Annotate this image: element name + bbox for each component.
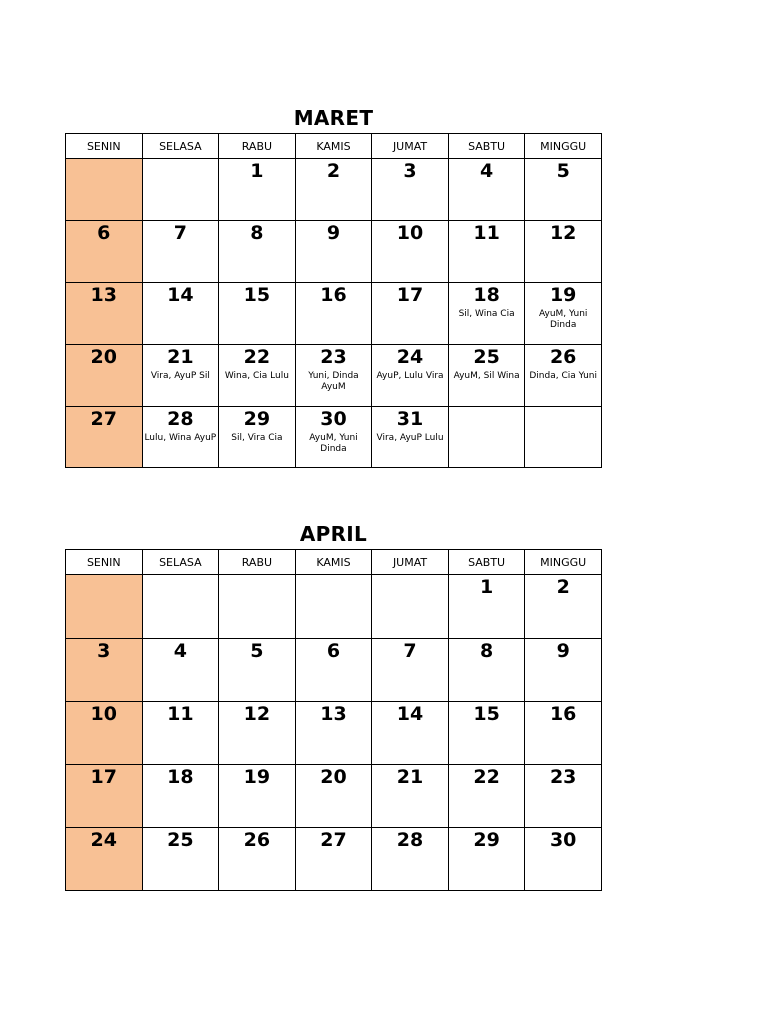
calendar-day-cell — [142, 159, 219, 221]
day-number: 17 — [396, 284, 424, 306]
calendar-day-cell — [66, 221, 143, 283]
day-note: AyuM, Sil Wina — [453, 371, 520, 381]
calendar-day-cell — [142, 765, 219, 828]
day-number: 22 — [243, 346, 271, 368]
weekday-header: RABU — [219, 550, 296, 575]
calendar-day-cell — [372, 639, 449, 702]
calendar-day-cell — [66, 702, 143, 765]
day-number: 21 — [396, 766, 424, 788]
day-number: 15 — [473, 703, 500, 725]
day-number: 23 — [549, 766, 577, 788]
day-number: 5 — [250, 640, 264, 662]
calendar-day-cell — [372, 221, 449, 283]
day-number: 25 — [473, 346, 500, 368]
calendar-day-cell — [525, 702, 602, 765]
day-note: Sil, Vira Cia — [231, 433, 283, 443]
calendar-day-cell — [525, 575, 602, 639]
calendar-day-cell — [219, 575, 296, 639]
day-number: 13 — [90, 284, 117, 306]
day-number: 28 — [167, 408, 194, 430]
month-title-maret: MARET — [293, 106, 374, 130]
day-number: 26 — [243, 829, 271, 851]
day-number: 18 — [473, 284, 500, 306]
day-note: Sil, Wina Cia — [458, 309, 515, 319]
calendar-day-cell — [142, 828, 219, 891]
calendar-day-cell — [219, 407, 296, 468]
calendar-day-cell — [448, 828, 525, 891]
day-number: 16 — [320, 284, 347, 306]
calendar-day-cell — [372, 283, 449, 345]
day-number: 29 — [243, 408, 271, 430]
calendar-day-cell — [219, 221, 296, 283]
calendar-day-cell — [142, 345, 219, 407]
day-note: Wina, Cia Lulu — [224, 371, 289, 381]
day-number — [143, 159, 219, 161]
calendar-day-cell — [295, 765, 372, 828]
calendar-day-cell — [525, 828, 602, 891]
day-number: 7 — [403, 640, 417, 662]
calendar-day-cell — [66, 159, 143, 221]
calendar-day-cell — [448, 639, 525, 702]
calendar-day-cell — [372, 828, 449, 891]
calendar-day-cell — [142, 702, 219, 765]
calendar-day-cell — [295, 407, 372, 468]
day-number: 19 — [549, 284, 577, 306]
day-number: 20 — [320, 766, 347, 788]
day-number: 16 — [549, 703, 577, 725]
calendar-day-cell — [142, 407, 219, 468]
day-number: 14 — [396, 703, 424, 725]
day-note: AyuM, Yuni Dinda — [538, 309, 588, 330]
day-number: 9 — [326, 222, 341, 244]
day-note: Vira, AyuP Sil — [150, 371, 210, 381]
calendar-day-cell — [525, 283, 602, 345]
calendar-day-cell — [219, 702, 296, 765]
day-number: 12 — [243, 703, 271, 725]
calendar-day-cell — [295, 221, 372, 283]
calendar-day-cell — [295, 575, 372, 639]
day-number: 6 — [326, 640, 341, 662]
weekday-header-row — [66, 550, 602, 575]
day-number — [525, 407, 601, 409]
day-number: 25 — [167, 829, 194, 851]
calendar-day-cell — [448, 407, 525, 468]
calendar-day-cell — [372, 407, 449, 468]
calendar-body — [66, 159, 602, 468]
day-number: 14 — [167, 284, 194, 306]
calendar-day-cell — [525, 765, 602, 828]
calendar-day-cell — [295, 639, 372, 702]
calendar-day-cell — [142, 221, 219, 283]
calendar-day-cell — [525, 345, 602, 407]
calendar-day-cell — [295, 159, 372, 221]
calendar-day-cell — [66, 575, 143, 639]
month-title-april: APRIL — [299, 522, 368, 546]
day-number — [219, 575, 295, 577]
calendar-day-cell — [219, 828, 296, 891]
calendar-week-row — [66, 765, 602, 828]
calendar-week-row — [66, 407, 602, 468]
day-number — [296, 575, 372, 577]
day-number — [143, 575, 219, 577]
day-number: 3 — [403, 160, 417, 182]
weekday-header: JUMAT — [372, 550, 449, 575]
calendar-day-cell — [295, 828, 372, 891]
weekday-header: SABTU — [448, 550, 525, 575]
weekday-header: SENIN — [66, 134, 143, 159]
weekday-header: MINGGU — [525, 550, 602, 575]
calendar-day-cell — [295, 702, 372, 765]
day-number: 7 — [173, 222, 187, 244]
weekday-header: MINGGU — [525, 134, 602, 159]
day-number: 5 — [556, 160, 570, 182]
calendar-day-cell — [448, 702, 525, 765]
calendar-day-cell — [66, 345, 143, 407]
calendar-day-cell — [372, 159, 449, 221]
day-number — [372, 575, 448, 577]
day-number: 6 — [97, 222, 111, 244]
day-number: 20 — [90, 346, 117, 368]
day-number: 10 — [396, 222, 424, 244]
calendar-day-cell — [372, 702, 449, 765]
weekday-header: KAMIS — [295, 550, 372, 575]
day-number: 23 — [320, 346, 347, 368]
day-number: 17 — [90, 766, 117, 788]
calendar-week-row — [66, 221, 602, 283]
calendar-week-row — [66, 159, 602, 221]
calendar-day-cell — [372, 345, 449, 407]
calendar-body — [66, 575, 602, 891]
day-number: 24 — [396, 346, 424, 368]
day-number: 30 — [320, 408, 347, 430]
calendar-day-cell — [219, 283, 296, 345]
day-note: Dinda, Cia Yuni — [529, 371, 597, 381]
calendar-day-cell — [448, 765, 525, 828]
calendar-day-cell — [448, 159, 525, 221]
day-number: 27 — [320, 829, 347, 851]
calendar-day-cell — [142, 639, 219, 702]
calendar-day-cell — [525, 159, 602, 221]
calendar-day-cell — [66, 765, 143, 828]
day-number: 11 — [167, 703, 194, 725]
day-note: Yuni, Dinda AyuM — [308, 371, 359, 392]
day-number: 8 — [479, 640, 494, 662]
calendar-week-row — [66, 283, 602, 345]
day-number — [66, 159, 142, 161]
calendar-day-cell — [219, 159, 296, 221]
day-number: 24 — [90, 829, 117, 851]
calendar-day-cell — [295, 283, 372, 345]
day-number: 2 — [556, 576, 570, 598]
calendar-week-row — [66, 639, 602, 702]
calendar-day-cell — [372, 765, 449, 828]
day-note: AyuP, Lulu Vira — [376, 371, 444, 381]
weekday-header: SABTU — [448, 134, 525, 159]
day-number: 18 — [167, 766, 194, 788]
calendar-day-cell — [525, 639, 602, 702]
calendar-day-cell — [448, 283, 525, 345]
calendar-day-cell — [66, 283, 143, 345]
day-number: 26 — [549, 346, 577, 368]
day-number — [66, 575, 142, 577]
day-number: 10 — [90, 703, 117, 725]
calendar-day-cell — [219, 765, 296, 828]
day-number: 2 — [326, 160, 341, 182]
calendar-week-row — [66, 828, 602, 891]
weekday-header-row — [66, 134, 602, 159]
calendar-day-cell — [66, 639, 143, 702]
day-number: 9 — [556, 640, 570, 662]
day-number: 1 — [479, 576, 494, 598]
calendar-day-cell — [66, 828, 143, 891]
weekday-header: SENIN — [66, 550, 143, 575]
calendar-april — [65, 549, 602, 891]
day-number: 31 — [396, 408, 424, 430]
day-number: 19 — [243, 766, 271, 788]
day-number: 28 — [396, 829, 424, 851]
calendar-day-cell — [295, 345, 372, 407]
weekday-header: KAMIS — [295, 134, 372, 159]
calendar-day-cell — [525, 407, 602, 468]
calendar-day-cell — [448, 575, 525, 639]
day-number: 1 — [250, 160, 264, 182]
day-number: 30 — [549, 829, 577, 851]
day-number: 22 — [473, 766, 500, 788]
weekday-header: SELASA — [142, 134, 219, 159]
day-number: 29 — [473, 829, 500, 851]
calendar-week-row — [66, 345, 602, 407]
day-number: 15 — [243, 284, 271, 306]
day-number: 27 — [90, 408, 117, 430]
weekday-header: JUMAT — [372, 134, 449, 159]
calendar-day-cell — [66, 407, 143, 468]
calendar-day-cell — [142, 283, 219, 345]
calendar-day-cell — [219, 639, 296, 702]
weekday-header: RABU — [219, 134, 296, 159]
calendar-week-row — [66, 575, 602, 639]
calendar-day-cell — [448, 221, 525, 283]
day-note: Lulu, Wina AyuP — [144, 433, 217, 443]
day-number: 8 — [250, 222, 264, 244]
day-note: Vira, AyuP Lulu — [376, 433, 444, 443]
day-number: 21 — [167, 346, 194, 368]
calendar-day-cell — [448, 345, 525, 407]
weekday-header: SELASA — [142, 550, 219, 575]
calendar-day-cell — [142, 575, 219, 639]
day-number: 12 — [549, 222, 577, 244]
day-number: 4 — [479, 160, 494, 182]
day-number: 4 — [173, 640, 187, 662]
day-number — [449, 407, 525, 409]
day-number: 3 — [97, 640, 111, 662]
calendar-day-cell — [525, 221, 602, 283]
calendar-maret — [65, 133, 602, 468]
day-note: AyuM, Yuni Dinda — [309, 433, 358, 454]
calendar-day-cell — [372, 575, 449, 639]
calendar-day-cell — [219, 345, 296, 407]
calendar-week-row — [66, 702, 602, 765]
day-number: 11 — [473, 222, 500, 244]
day-number: 13 — [320, 703, 347, 725]
